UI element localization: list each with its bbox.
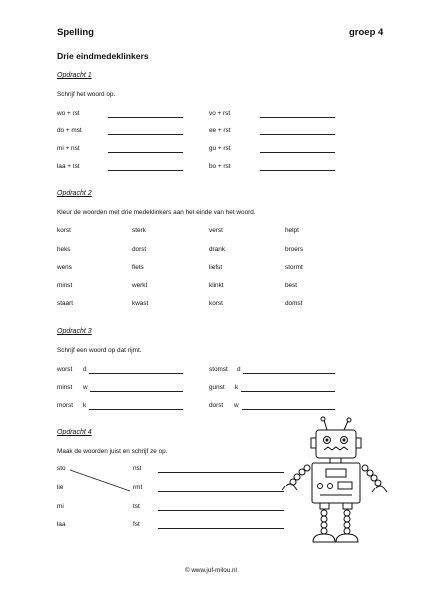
exercise-item: laa + tst	[57, 163, 80, 170]
exercise-item: do + mst	[57, 127, 82, 134]
rhyme-start-letter: k	[235, 384, 239, 391]
example-connector-line	[70, 470, 130, 491]
opdracht3-instruction: Schrijf een woord op dat rijmt.	[57, 347, 142, 354]
rhyme-start-letter: d	[83, 366, 87, 373]
opdracht4-instruction: Maak de woorden juist en schrijf ze op.	[57, 448, 168, 455]
word-start: lie	[57, 484, 64, 491]
rhyme-start-letter: d	[237, 366, 241, 373]
exercise-item: bo + rst	[209, 163, 231, 170]
rhyme-word: minst	[57, 384, 73, 391]
word-end: nst	[133, 465, 142, 472]
grade-label: groep 4	[349, 27, 384, 38]
worksheet-subtitle: Drie eindmedeklinkers	[57, 51, 149, 61]
opdracht1-title: Opdracht 1	[57, 72, 92, 79]
rhyme-word: morst	[57, 402, 73, 409]
rhyme-start-letter: w	[234, 402, 239, 409]
opdracht2-instruction: Kleur de woorden met drie medeklinkers aan het einde van het woord.	[57, 209, 256, 216]
rhyme-start-letter: w	[83, 384, 88, 391]
word-cell[interactable]: drank	[209, 246, 225, 253]
word-cell[interactable]: stormt	[285, 264, 303, 271]
rhyme-word: dorst	[209, 402, 224, 409]
rhyme-word: worst	[57, 366, 73, 373]
word-end: rmt	[133, 484, 143, 491]
worksheet-title: Spelling	[57, 27, 94, 38]
answer-line[interactable]	[158, 510, 284, 511]
word-cell[interactable]: domst	[285, 300, 303, 307]
word-cell[interactable]: liefst	[209, 264, 223, 271]
word-cell[interactable]: heks	[57, 246, 71, 253]
word-cell[interactable]: minst	[57, 282, 73, 289]
answer-line[interactable]	[158, 491, 284, 492]
word-cell[interactable]: staart	[57, 300, 73, 307]
exercise-item: wo + rst	[57, 110, 80, 117]
word-cell[interactable]: fiets	[132, 264, 144, 271]
word-start: sto	[57, 465, 66, 472]
robot-illustration	[280, 416, 390, 556]
word-cell[interactable]: klinkt	[209, 282, 224, 289]
exercise-item: vo + rst	[209, 110, 231, 117]
opdracht1-instruction: Schrijf het woord op.	[57, 91, 116, 98]
word-cell[interactable]: wens	[57, 264, 72, 271]
word-cell[interactable]: verst	[209, 227, 223, 234]
word-start: laa	[57, 521, 66, 528]
opdracht4-title: Opdracht 4	[57, 429, 92, 436]
word-cell[interactable]: korst	[57, 227, 71, 234]
answer-line[interactable]	[158, 528, 284, 529]
word-cell[interactable]: sterk	[132, 227, 146, 234]
word-cell[interactable]: broers	[285, 246, 304, 253]
footer-url[interactable]: © www.juf-milou.nl	[185, 567, 237, 574]
opdracht3-title: Opdracht 3	[57, 328, 92, 335]
word-end: fst	[133, 521, 140, 528]
word-start: mi	[57, 503, 64, 510]
word-cell[interactable]: dorst	[132, 246, 147, 253]
rhyme-start-letter: k	[83, 402, 87, 409]
word-cell[interactable]: kwast	[132, 300, 149, 307]
opdracht2-title: Opdracht 2	[57, 190, 92, 197]
word-cell[interactable]: korst	[209, 300, 223, 307]
exercise-item: mi + nst	[57, 145, 80, 152]
exercise-item: ee + rst	[209, 127, 231, 134]
exercise-item: gu + rst	[209, 145, 231, 152]
word-end: tst	[133, 503, 140, 510]
word-cell[interactable]: helpt	[285, 227, 299, 234]
rhyme-word: gunst	[209, 384, 225, 391]
word-cell[interactable]: best	[285, 282, 298, 289]
word-cell[interactable]: werkt	[132, 282, 148, 289]
answer-line[interactable]	[158, 472, 284, 473]
rhyme-word: stomst	[209, 366, 228, 373]
